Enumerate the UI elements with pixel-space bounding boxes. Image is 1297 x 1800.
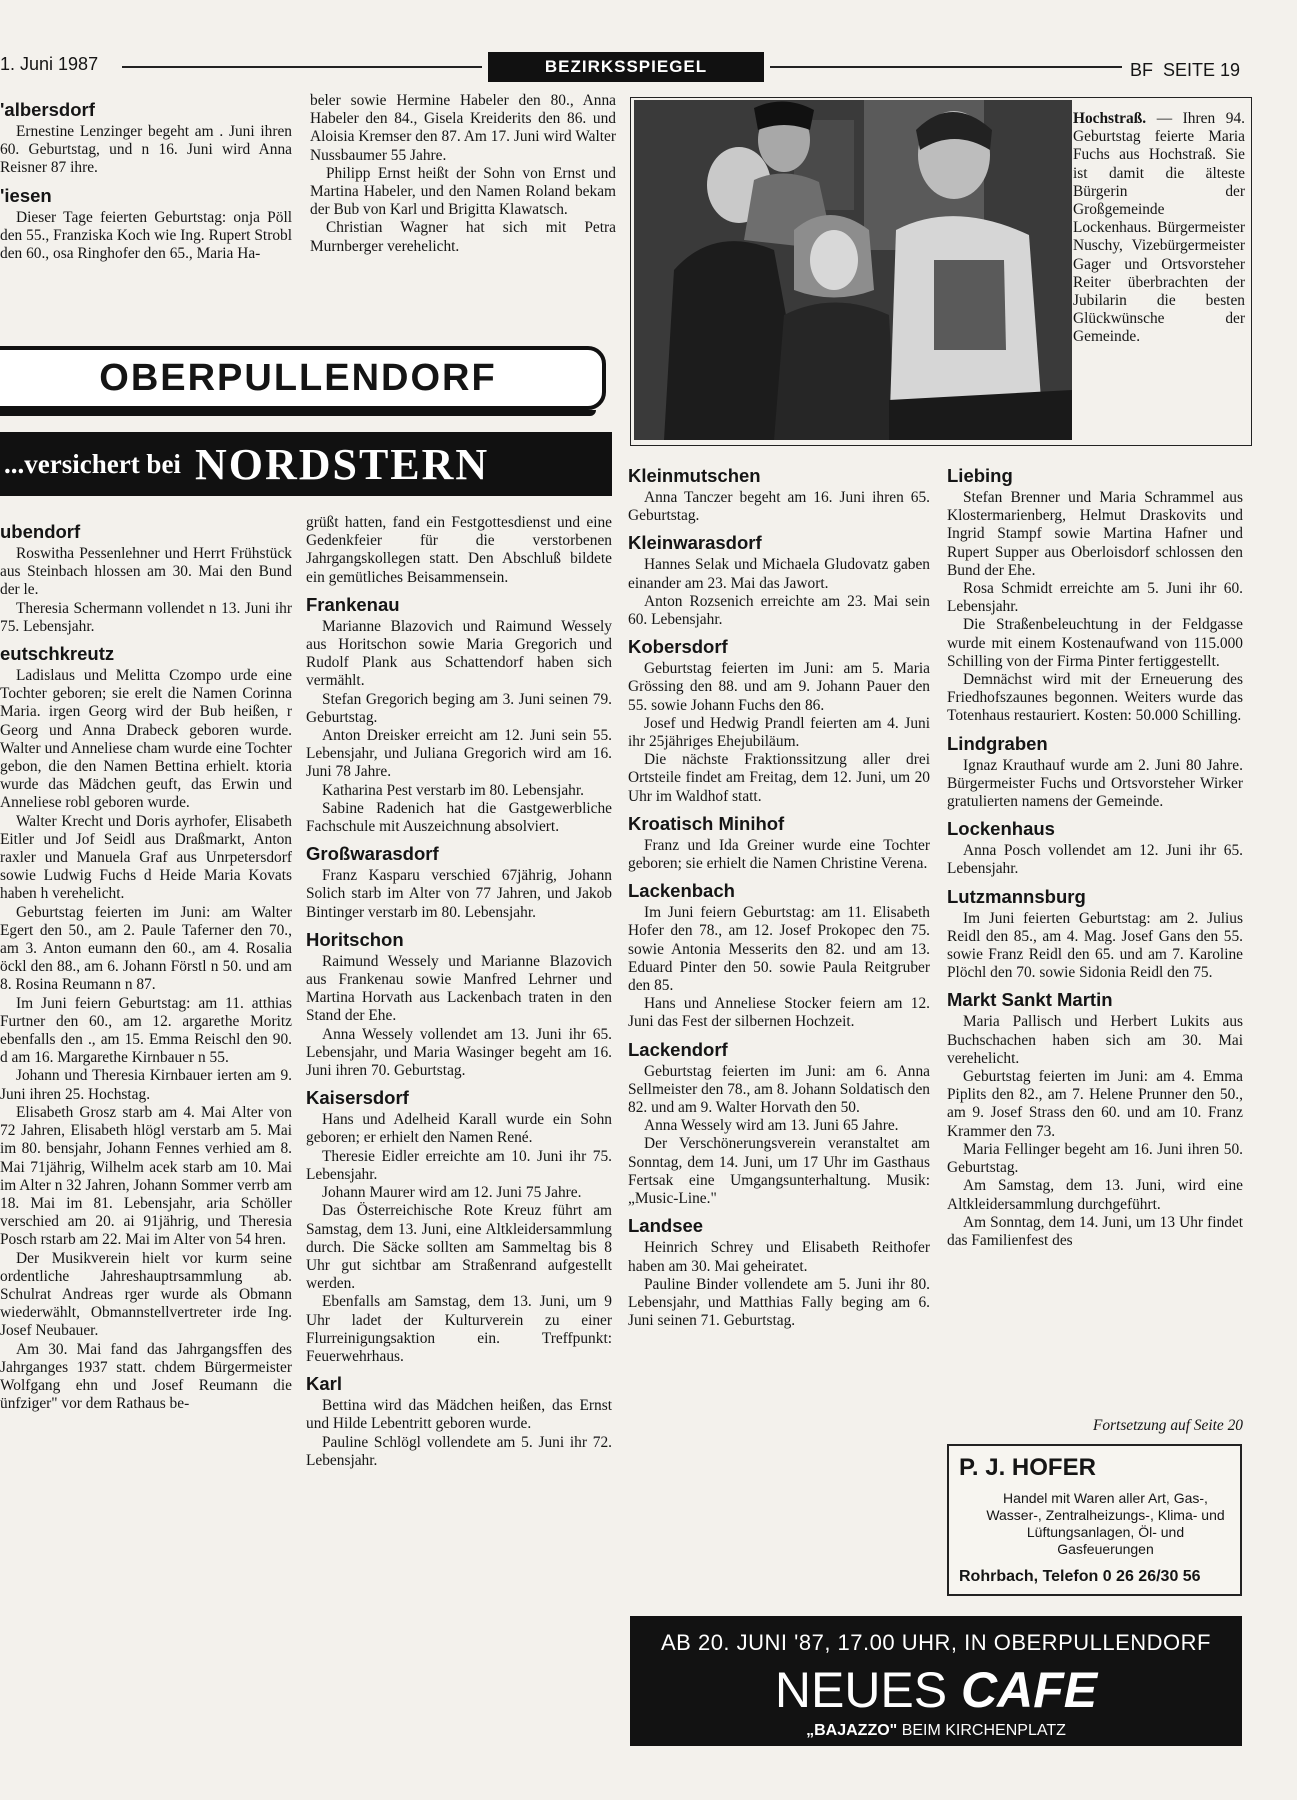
article-paragraph: Ebenfalls am Samstag, dem 13. Juni, um 9 Uhr ladet der Kulturverein zu einer Flurreinigungsaktion ein. Treffpunkt: Feuerwehrhaus. — [306, 1293, 612, 1365]
photo-caption — [1073, 110, 1245, 347]
article-paragraph: Dieser Tage feierten Geburtstag: onja Pöll den 55., Franziska Koch wie Ing. Rupert Strobl den 60., osa Ringhofer den 65., Maria Ha- — [0, 208, 292, 263]
article-paragraph: Raimund Wessely und Marianne Blazovich aus Frankenau sowie Manfred Lehrner und Martina Horvath aus Lackenbach traten in den Stand der Ehe. — [306, 952, 612, 1025]
section-heading: Kroatisch Minihof — [628, 812, 785, 834]
section-heading: Kobersdorf — [628, 636, 728, 658]
header-rule-left — [122, 66, 482, 68]
article-paragraph: Demnächst wird mit der Erneuerung des Friedhofszaunes begonnen. Weiters wurde das Totenhaus restauriert. Kosten: 50.000 Schilling. — [947, 671, 1243, 725]
article-paragraph: Franz Kasparu verschied 67jährig, Johann Solich starb im Alter von 77 Jahren, und Jakob Bintinger verstarb im 80. Lebensjahr. — [306, 867, 612, 921]
section-heading: Kleinmutschen — [628, 465, 761, 486]
nordstern-banner — [0, 432, 612, 496]
section-heading: Horitschon — [306, 928, 404, 950]
hofer-name: P. J. HOFER — [959, 1454, 1096, 1481]
section-heading: ubendorf — [0, 521, 81, 542]
article-paragraph: Christian Wagner hat sich mit Petra Murnberger verehelicht. — [310, 219, 616, 255]
article-paragraph: Rosa Schmidt erreichte am 5. Juni ihr 60. Lebensjahr. — [947, 580, 1243, 616]
article-paragraph: Am Samstag, dem 13. Juni, wird eine Altkleidersammlung durchgeführt. — [947, 1177, 1243, 1213]
column-c — [628, 458, 930, 1596]
section-heading: Frankenau — [306, 593, 400, 615]
article-paragraph: Ladislaus und Melitta Czompo urde eine Tochter geboren; sie erelt die Namen Corinna Maria. irgen Georg wird der Bub heißen, r Georg und Anna Drabeck geboren wurde. Walter und Anneliese cham wurde eine Tochter gebon, die den Namen Bettina erhielt. ktoria wurde das Mädchen geuft, das Erwin und Anneliese robl geboren wurde. — [0, 667, 292, 812]
article-paragraph: Stefan Gregorich beging am 3. Juni seinen 79. Geburtstag. — [306, 690, 612, 726]
article-paragraph: Hans und Adelheid Karall wurde ein Sohn geboren; er erhielt den Namen René. — [306, 1111, 612, 1147]
article-paragraph: Der Musikverein hielt vor kurm seine ordentliche Jahreshauptrsammlung ab. Schulrat Andreas rger wurde als Obmann wiederwählt, Obmannstellvertreter irde Ing. Josef Neubauer. — [0, 1249, 292, 1340]
section-heading: Karl — [306, 1373, 342, 1395]
section-heading: Lutzmannsburg — [947, 885, 1086, 907]
section-heading: Kleinwarasdorf — [628, 532, 762, 554]
section-heading: eutschkreutz — [0, 643, 115, 665]
section-heading: 'iesen — [0, 184, 52, 206]
article-paragraph: Geburtstag feierten im Juni: am 5. Maria Grössing den 88. und am 9. Johann Pauer den 55. sowie Johann Fuchs den 86. — [628, 660, 930, 714]
article-paragraph: Am Sonntag, dem 14. Juni, um 13 Uhr findet das Familienfest des — [947, 1213, 1243, 1249]
top-left-column-1 — [0, 92, 292, 306]
column-a — [0, 514, 292, 1746]
section-heading: 'albersdorf — [0, 99, 95, 120]
hofer-advertisement — [947, 1444, 1242, 1596]
section-label: BEZIRKSSPIEGEL — [488, 52, 764, 82]
article-paragraph: Am 30. Mai fand das Jahrgangsffen des Jahrganges 1937 statt. chdem Bürgermeister Wolfgang ehn und Josef Reumann die ünfziger" vor dem Rathaus be- — [0, 1340, 292, 1413]
article-paragraph: Das Österreichische Rote Kreuz führt am Samstag, dem 13. Juni, eine Altkleidersammlung durch. Die Säcke sollten am Sammeltag bis 8 Uhr gut sichtbar am Straßenrand aufgestellt werden. — [306, 1202, 612, 1293]
article-paragraph: Maria Pallisch und Herbert Lukits aus Buchschachen haben sich am 30. Mai verehelicht. — [947, 1013, 1243, 1067]
article-paragraph: Anna Tanczer begeht am 16. Juni ihren 65. Geburtstag. — [628, 489, 930, 525]
sponsor-prefix: ...versichert bei — [4, 448, 181, 479]
birthday-photo-illustration — [634, 100, 1072, 440]
article-paragraph: Anna Posch vollendet am 12. Juni ihr 65. Lebensjahr. — [947, 842, 1243, 878]
article-paragraph: Geburtstag feierten im Juni: am Walter Egert den 50., am 2. Paule Taferner den 70., am 3. Anton eumann den 60., am 4. Rosalia öckl den 88., am 6. Johann Förstl n 50. und am 8. Rosina Reumann n 87. — [0, 903, 292, 994]
article-paragraph: Im Juni feiern Geburtstag: am 11. atthias Furtner den 60., am 12. argarethe Moritz ebenfalls den ., am 15. Emma Reischl den 90. d am 16. Margarethe Kirnbauer n 55. — [0, 994, 292, 1067]
section-heading: Lockenhaus — [947, 818, 1055, 840]
article-paragraph: Hannes Selak und Michaela Gludovatz gaben einander am 23. Mai das Jawort. — [628, 556, 930, 592]
article-paragraph: Roswitha Pessenlehner und Herrt Frühstück aus Steinbach hlossen am 30. Mai den Bund der le. — [0, 545, 292, 599]
cafe-opening-date: AB 20. JUNI '87, 17.00 UHR, IN OBERPULLENDORF — [661, 1630, 1211, 1655]
article-paragraph: Franz und Ida Greiner wurde eine Tochter geboren; sie erhielt die Namen Christine Verena. — [628, 836, 930, 873]
continued-note: Fortsetzung auf Seite 20 — [1092, 1417, 1243, 1434]
issue-date: 1. Juni 1987 — [0, 54, 99, 74]
caption-text: — Ihren 94. Geburtstag feierte Maria Fuchs aus Hochstraß. Sie ist damit die älteste Bürgerin der Großgemeinde Lockenhaus. Bürgermeister Nuschy, Vizebürgermeister Gager und Ortsvorsteher Reiter überbrachten der Jubilarin die besten Glückwünsche der Gemeinde. — [1073, 110, 1245, 346]
article-paragraph: Bettina wird das Mädchen heißen, das Ernst und Hilde Lebentritt geboren wurde. — [306, 1397, 612, 1433]
article-paragraph: Marianne Blazovich und Raimund Wessely aus Horitschon sowie Maria Gregorich und Rudolf Plank aus Schattendorf haben sich vermählt. — [306, 617, 612, 690]
page-number: BF SEITE 19 — [1130, 60, 1241, 80]
article-paragraph: Walter Krecht und Doris ayrhofer, Elisabeth Eitler und Jof Seidl aus Draßmarkt, Anton raxler und Manuela Graf aus Unrpetersdorf sowie Ludwig Fuchs d Heide Maria Kovats haben h verehelicht. — [0, 812, 292, 903]
banner-title: OBERPULLENDORF — [99, 356, 497, 399]
section-heading: Lindgraben — [947, 732, 1048, 754]
section-heading: Großwarasdorf — [306, 843, 439, 865]
column-d — [947, 458, 1243, 1430]
birthday-photo — [634, 100, 1072, 440]
top-left-column-2 — [310, 92, 616, 306]
article-paragraph: Im Juni feiern Geburtstag: am 11. Elisabeth Hofer den 78., am 12. Josef Prokopec den 75. sowie Antonia Messerits den 82. und am 13. Eduard Pinter den 50. sowie Paula Reitgruber den 85. — [628, 904, 930, 995]
hofer-contact: Rohrbach, Telefon 0 26 26/30 56 — [959, 1568, 1201, 1585]
article-paragraph: Die nächste Fraktionssitzung aller drei Ortsteile findet am Freitag, dem 12. Juni, um 20 Uhr im Waldhof statt. — [628, 751, 930, 805]
section-heading: Markt Sankt Martin — [947, 989, 1113, 1011]
hofer-description: Handel mit Waren aller Art, Gas-, Wasser-, Zentralheizungs-, Klima- und Lüftungsanlagen, Öl- und Gasfeuerungen — [986, 1490, 1225, 1557]
article-paragraph: Johann und Theresia Kirnbauer ierten am 9. Juni ihren 25. Hochstag. — [0, 1067, 292, 1103]
article-paragraph: Geburtstag feierten im Juni: am 6. Anna Sellmeister den 78., am 8. Johann Soldatisch den 82. und am 9. Walter Horvath den 50. — [628, 1062, 930, 1117]
article-paragraph: Heinrich Schrey und Elisabeth Reithofer haben am 30. Mai geheiratet. — [628, 1239, 930, 1275]
section-heading: Kaisersdorf — [306, 1087, 409, 1109]
article-paragraph: Philipp Ernst heißt der Sohn von Ernst und Martina Habeler, und den Namen Roland bekam der Bub von Karl und Brigitta Klawatsch. — [310, 164, 616, 219]
article-paragraph: Anna Wessely vollendet am 13. Juni ihr 65. Lebensjahr, und Maria Wasinger begeht am 16. Juni ihren 70. Geburtstag. — [306, 1025, 612, 1080]
article-paragraph: Pauline Schlögl vollendete am 5. Juni ihr 72. Lebensjahr. — [306, 1433, 612, 1469]
article-paragraph: Anton Dreisker erreicht am 12. Juni sein 55. Lebensjahr, und Juliana Gregorich wird am 16. Juni 78 Jahre. — [306, 727, 612, 781]
section-heading: Liebing — [947, 465, 1013, 486]
article-paragraph: grüßt hatten, fand ein Festgottesdienst und eine Gedenkfeier für die verstorbenen Jahrgangskollegen statt. Den Abschluß bildete ein gemütliches Beisammensein. — [306, 514, 612, 586]
article-paragraph: Johann Maurer wird am 12. Juni 75 Jahre. — [322, 1184, 582, 1202]
cafe-title-cafe: CAFE — [961, 1662, 1098, 1718]
column-b — [306, 514, 612, 1746]
section-heading: Lackendorf — [628, 1038, 728, 1060]
article-paragraph: Anton Rozsenich erreichte am 23. Mai sein 60. Lebensjahr. — [628, 592, 930, 629]
section-heading: Lackenbach — [628, 880, 735, 902]
article-paragraph: Maria Fellinger begeht am 16. Juni ihren 50. Geburtstag. — [947, 1140, 1243, 1177]
article-paragraph: Der Verschönerungsverein veranstaltet am Sonntag, dem 14. Juni, um 17 Uhr im Gasthaus Fertsak eine Umgangsunterhaltung. Musik: „Music-Line." — [628, 1135, 930, 1208]
article-paragraph: Anna Wessely wird am 13. Juni 65 Jahre. — [644, 1117, 899, 1135]
cafe-place: BEIM KIRCHENPLATZ — [897, 1722, 1066, 1739]
article-paragraph: Ernestine Lenzinger begeht am . Juni ihren 60. Geburtstag, und n 16. Juni wird Anna Reisner 87 ihre. — [0, 123, 292, 177]
section-heading: Landsee — [628, 1215, 704, 1237]
article-paragraph: beler sowie Hermine Habeler den 80., Anna Habeler den 84., Gisela Kreiderits den 86. und Aloisia Kremser den 87. Am 17. Juni wird Walter Nussbaumer 55 Jahre. — [310, 92, 616, 164]
article-paragraph: Im Juni feierten Geburtstag: am 2. Julius Reidl den 85., am 4. Mag. Josef Gans den 55. sowie Franz Reidl den 65. und am 7. Karoline Plöchl den 70. sowie Sidonia Reidl den 75. — [947, 909, 1243, 982]
sponsor-name: NORDSTERN — [194, 439, 490, 489]
header-rule-right — [770, 66, 1122, 68]
caption-place: Hochstraß. — [1073, 110, 1147, 127]
article-paragraph: Geburtstag feierten im Juni: am 4. Emma Piplits den 82., am 7. Helene Prunner den 50., am 9. Josef Strass den 60. und am 10. Franz Krammer den 73. — [947, 1068, 1243, 1140]
article-paragraph: Hans und Anneliese Stocker feiern am 12. Juni das Fest der silbernen Hochzeit. — [628, 995, 930, 1031]
cafe-title — [630, 1664, 1242, 1716]
article-paragraph: Sabine Radenich hat die Gastgewerbliche Fachschule mit Auszeichnung absolviert. — [306, 799, 612, 836]
oberpullendorf-banner — [0, 346, 606, 410]
cafe-title-neues: NEUES — [774, 1662, 948, 1718]
article-paragraph: Theresia Schermann vollendet n 13. Juni ihr 75. Lebensjahr. — [0, 599, 292, 635]
article-paragraph: Theresie Eidler erreichte am 10. Juni ihr 75. Lebensjahr. — [306, 1147, 612, 1183]
cafe-location — [630, 1722, 1242, 1740]
article-paragraph: Josef und Hedwig Prandl feierten am 4. Juni ihr 25jähriges Ehejubiläum. — [628, 714, 930, 751]
article-paragraph: Pauline Binder vollendete am 5. Juni ihr 80. Lebensjahr, und Matthias Fally beging am 6. Juni seinen 71. Geburtstag. — [628, 1275, 930, 1330]
article-paragraph: Stefan Brenner und Maria Schrammel aus Klostermarienberg, Helmut Draskovits und Ingrid Stampf sowie Martina Hafner und Rupert Supper aus Oberloisdorf schlossen den Bund der Ehe. — [947, 489, 1243, 579]
cafe-advertisement — [630, 1616, 1242, 1746]
article-paragraph: Katharina Pest verstarb im 80. Lebensjahr. — [322, 781, 584, 799]
article-paragraph: Die Straßenbeleuchtung in der Feldgasse wurde mit einem Kostenaufwand von 115.000 Schilling von der Firma Pinter fertiggestellt. — [947, 616, 1243, 670]
article-paragraph: Ignaz Krauthauf wurde am 2. Juni 80 Jahre. Bürgermeister Fuchs und Ortsvorsteher Wirker gratulierten namens der Gemeinde. — [947, 756, 1243, 811]
article-paragraph: Elisabeth Grosz starb am 4. Mai Alter von 72 Jahren, Elisabeth hlögl verstarb am 5. Mai im 80. bensjahr, Johann Fennes verhied am 8. Mai 71jährig, Wilhelm acek starb am 10. Mai im Alter n 32 Jahren, Johann Sommer verrb am 18. Mai im 81. Lebensjahr, aria Schöller verschied am 20. ai 91jährig, und Theresia Posch rstarb am 22. Mai im Alter von 54 hren. — [0, 1103, 292, 1249]
cafe-name: „BAJAZZO" — [806, 1722, 898, 1739]
